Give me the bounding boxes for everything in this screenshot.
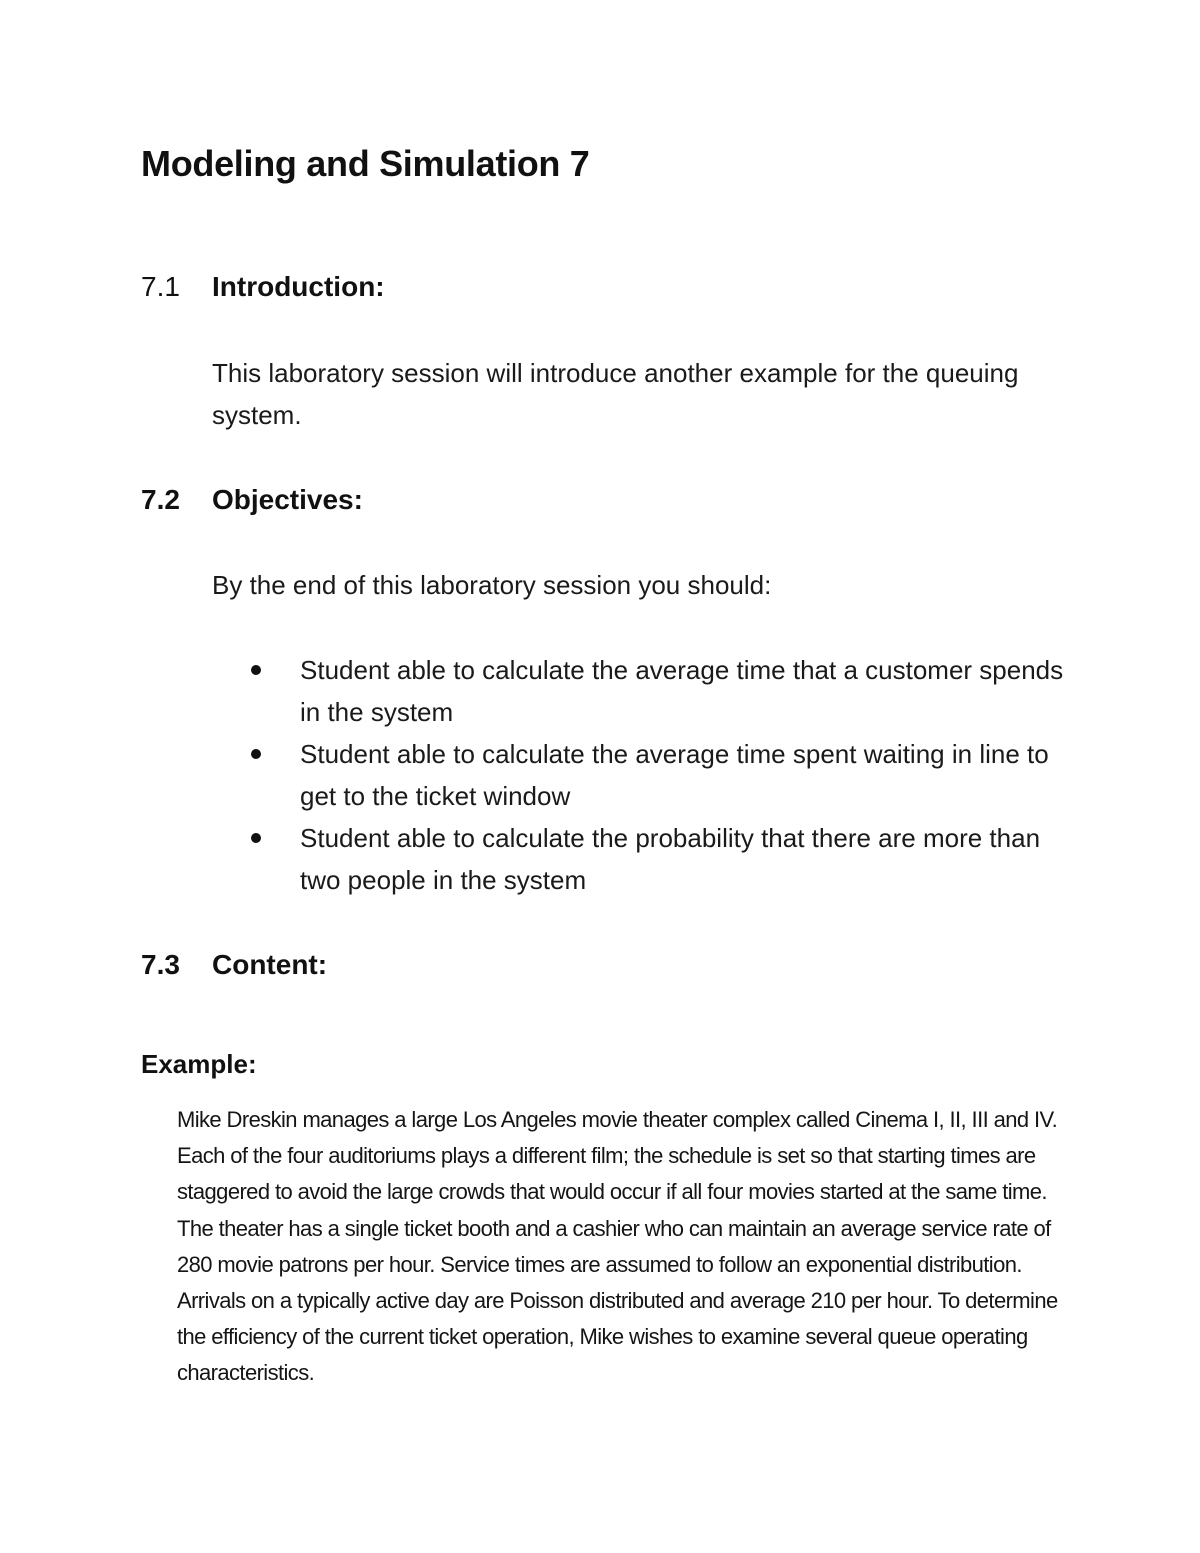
page-title: Modeling and Simulation 7 [141, 143, 590, 184]
example-paragraph: Mike Dreskin manages a large Los Angeles movie theater complex called Cinema I, II, III and IV. Each of the four auditoriums plays a different film; the schedule is set so that starting times are staggered to avoid the large crowds that would occur if all four movies started at the same time. The theater has a single ticket booth and a cashier who can maintain an average service rate of 280 movie patrons per hour. Service times are assumed to follow an exponential distribution. Arrivals on a typically active day are Poisson distributed and average 210 per hour. To determine the efficiency of the current ticket operation, Mike wishes to examine several queue operating characteristics. [177, 1107, 1058, 1386]
section-number: 7.1 [141, 271, 180, 302]
section-heading-objectives [141, 483, 363, 517]
objectives-intro-text: By the end of this laboratory session you should: [212, 570, 772, 600]
list-item [246, 817, 1066, 901]
section-number: 7.2 [141, 484, 180, 515]
section-number: 7.3 [141, 949, 180, 980]
section-title: Content: [212, 949, 328, 980]
bullet-icon [251, 749, 261, 759]
introduction-text: This laboratory session will introduce another example for the queuing system. [212, 358, 1019, 430]
bullet-icon [251, 665, 261, 675]
list-item-text: Student able to calculate the average time that a customer spends in the system [300, 655, 1064, 727]
example-heading: Example: [141, 1049, 257, 1079]
list-item [246, 733, 1066, 817]
section-heading-introduction [141, 270, 385, 304]
list-item-text: Student able to calculate the probability that there are more than two people in the system [300, 823, 1041, 895]
list-item-text: Student able to calculate the average time spent waiting in line to get to the ticket window [300, 739, 1049, 811]
objectives-list [246, 649, 1066, 901]
section-heading-content [141, 948, 327, 982]
list-item [246, 649, 1066, 733]
bullet-icon [251, 833, 261, 843]
section-title: Introduction: [212, 271, 385, 302]
section-title: Objectives: [212, 484, 363, 515]
